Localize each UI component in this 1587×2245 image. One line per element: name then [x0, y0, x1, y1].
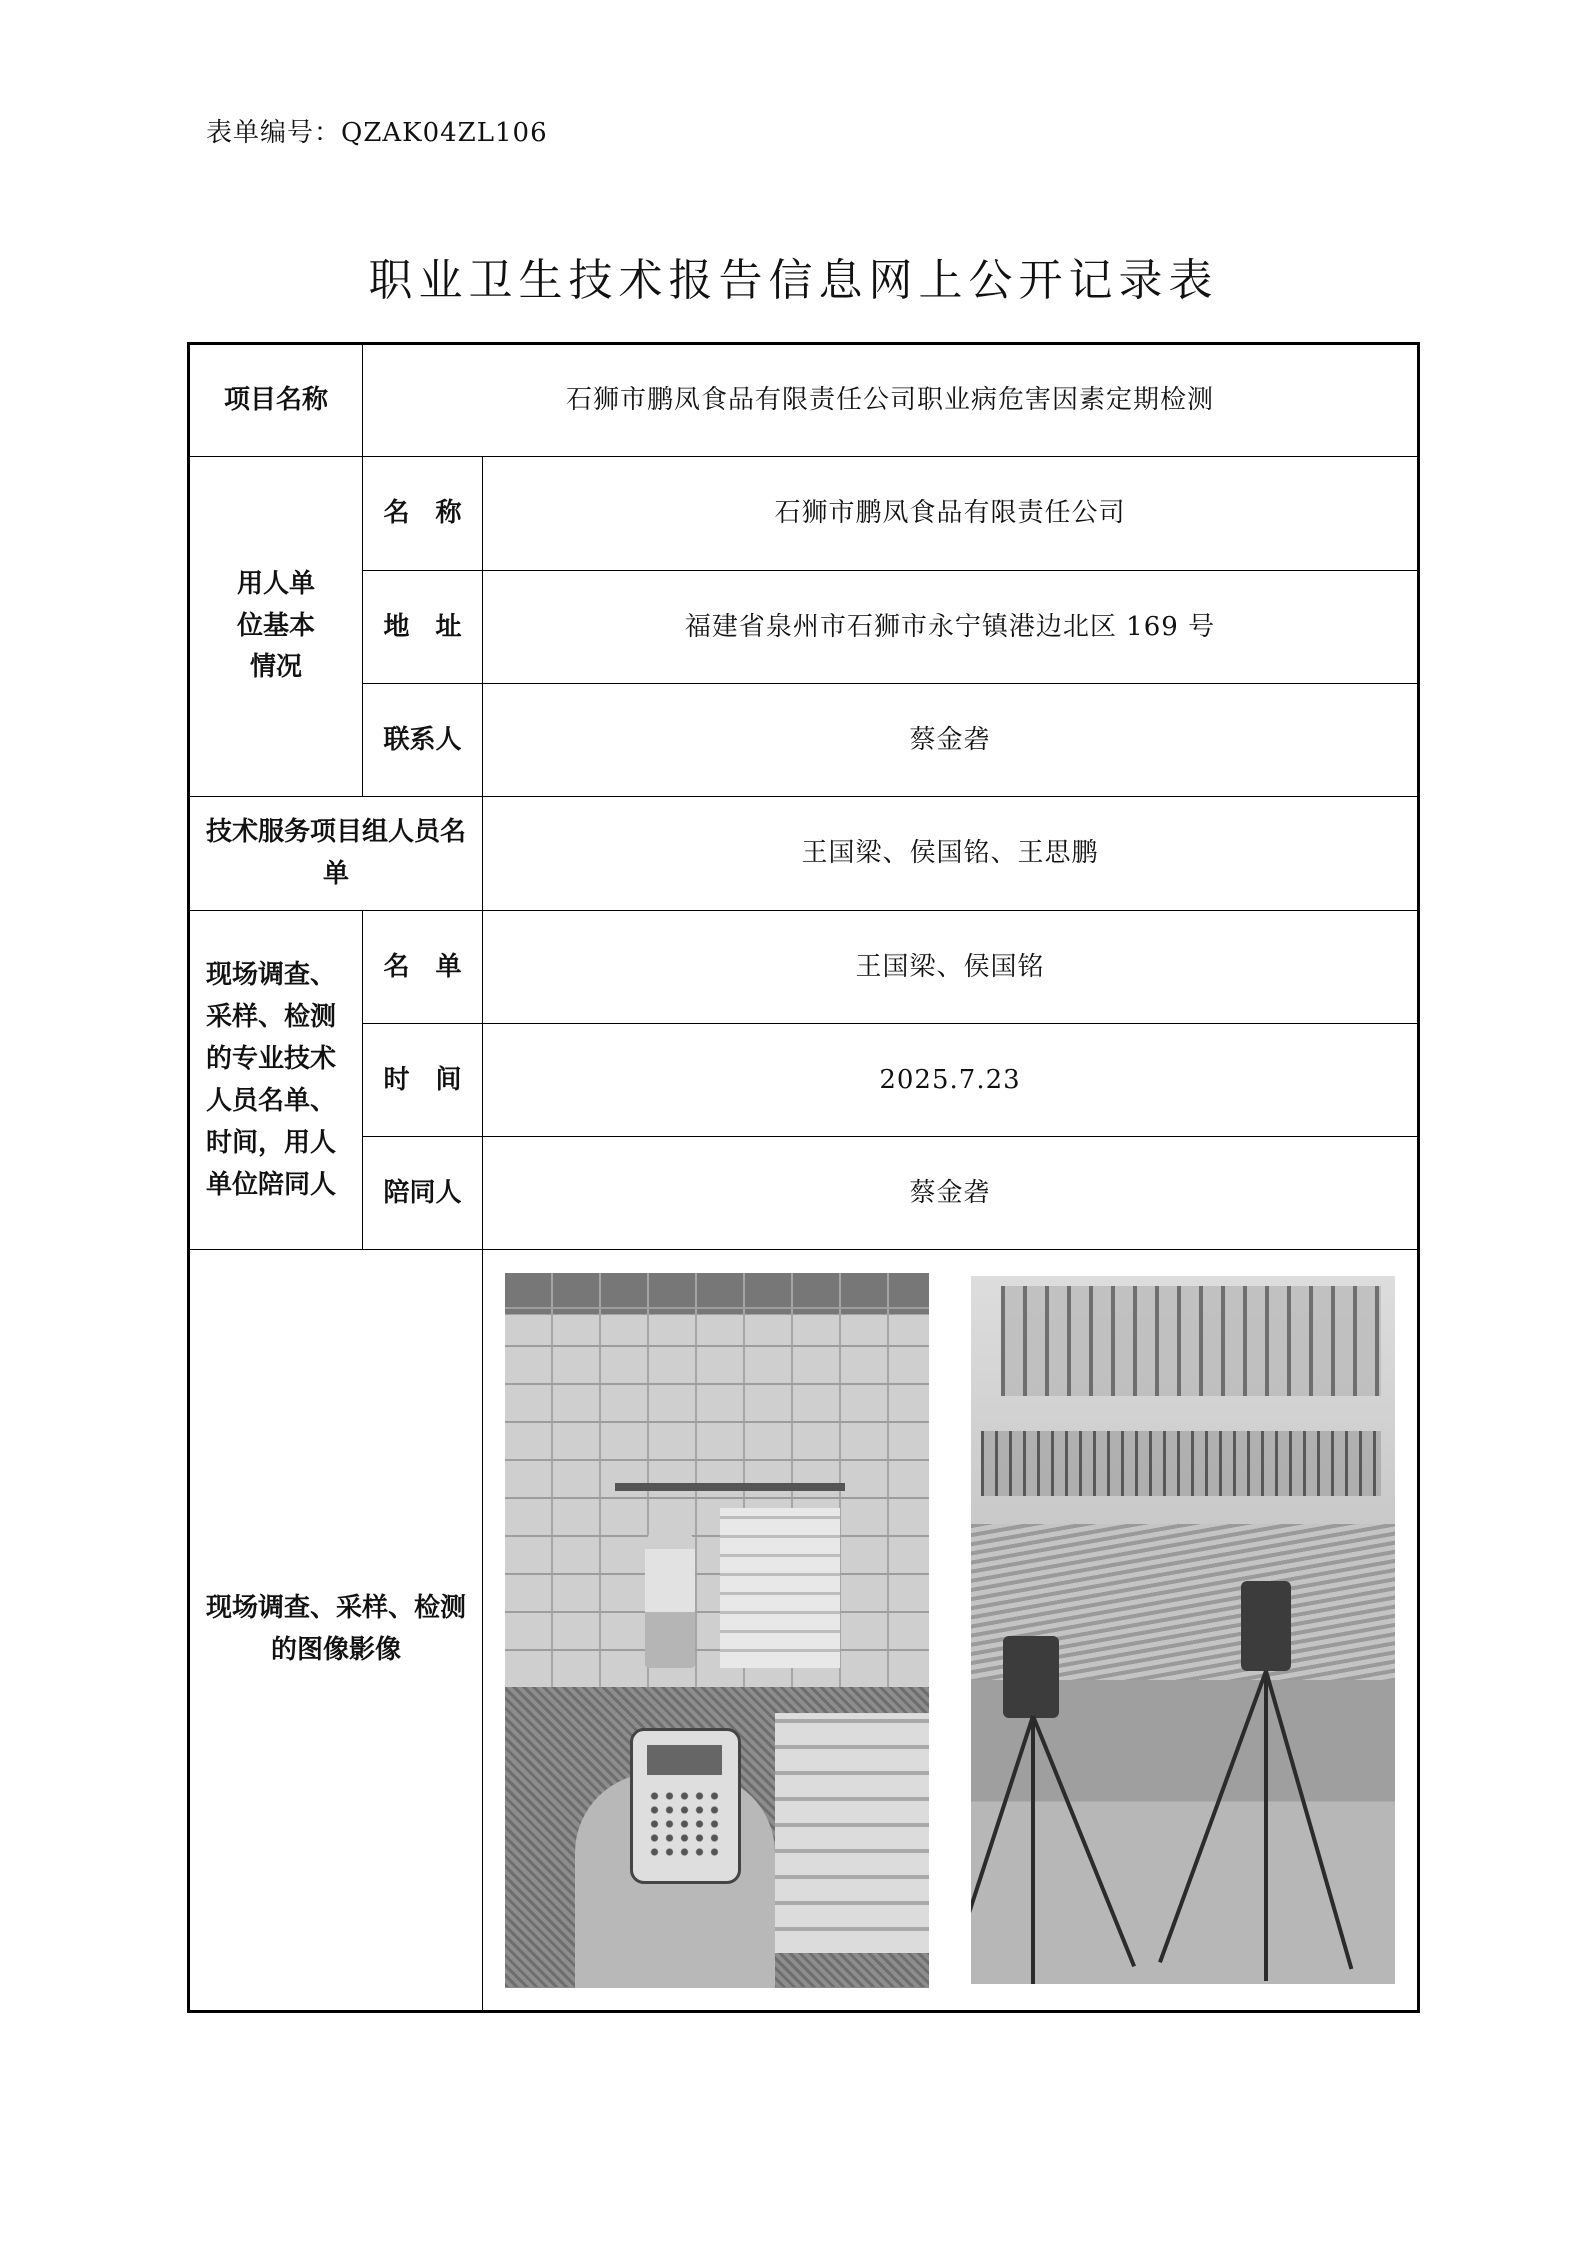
meter-screen — [647, 1745, 722, 1775]
employer-contact-value: 蔡金砻 — [483, 684, 1419, 797]
employer-name-value: 石狮市鹏凤食品有限责任公司 — [483, 457, 1419, 571]
tripod-leg — [1264, 1671, 1268, 1981]
workshop-pipe — [615, 1483, 845, 1491]
team-members-value: 王国梁、侯国铭、王思鹏 — [483, 797, 1419, 911]
tripod-leg — [1031, 1716, 1035, 1984]
sampler-left — [1003, 1636, 1059, 1718]
project-name-value: 石狮市鹏凤食品有限责任公司职业病危害因素定期检测 — [363, 344, 1419, 457]
field-label: 现场调查、采样、检测的专业技术人员名单、时间，用人单位陪同人 — [206, 959, 337, 1201]
employer-label: 用人单位基本情况 — [236, 569, 315, 683]
row-field-names — [189, 911, 1419, 1024]
row-images — [189, 1250, 1419, 2012]
employer-contact-label: 联系人 — [363, 684, 483, 797]
field-escort-value: 蔡金砻 — [483, 1137, 1419, 1250]
row-employer-name — [189, 457, 1419, 571]
upper-windows — [1001, 1286, 1381, 1396]
field-escort-label: 陪同人 — [363, 1137, 483, 1250]
record-table — [187, 342, 1420, 2013]
images-label: 现场调查、采样、检测的图像影像 — [206, 1593, 467, 1665]
project-name-label: 项目名称 — [189, 344, 363, 457]
sound-meter — [630, 1728, 741, 1884]
row-employer-contact — [189, 684, 1419, 797]
product-trays — [775, 1713, 929, 1953]
row-team — [189, 797, 1419, 911]
images-cell — [483, 1250, 1419, 2012]
field-label-cell — [189, 911, 363, 1250]
photo-gallery — [483, 1273, 1417, 1988]
lower-windows — [981, 1431, 1381, 1496]
row-field-time — [189, 1024, 1419, 1137]
document-title: 职业卫生技术报告信息网上公开记录表 — [368, 255, 1219, 306]
meter-keypad — [647, 1789, 722, 1859]
field-names-value: 王国梁、侯国铭 — [483, 911, 1419, 1024]
field-names-label: 名 单 — [363, 911, 483, 1024]
worker-figure — [645, 1528, 695, 1668]
sampler-right — [1241, 1581, 1291, 1671]
employer-name-label: 名 称 — [363, 457, 483, 571]
field-time-value: 2025.7.23 — [483, 1024, 1419, 1137]
stacked-bags — [720, 1508, 840, 1668]
form-code: 表单编号：QZAK04ZL106 — [206, 118, 548, 148]
employer-address-label: 地 址 — [363, 571, 483, 684]
team-label: 技术服务项目组人员名单 — [206, 816, 467, 889]
row-employer-address — [189, 571, 1419, 684]
field-time-label: 时 间 — [363, 1024, 483, 1137]
row-field-escort — [189, 1137, 1419, 1250]
workshop-wall — [505, 1273, 929, 1688]
outdoor-sampling-photo — [971, 1276, 1395, 1984]
team-label-cell — [189, 797, 483, 911]
row-project-name — [189, 344, 1419, 457]
images-label-cell — [189, 1250, 483, 2012]
workshop-photo — [505, 1273, 929, 1988]
employer-address-value: 福建省泉州市石狮市永宁镇港边北区 169 号 — [483, 571, 1419, 684]
employer-label-cell — [189, 457, 363, 797]
